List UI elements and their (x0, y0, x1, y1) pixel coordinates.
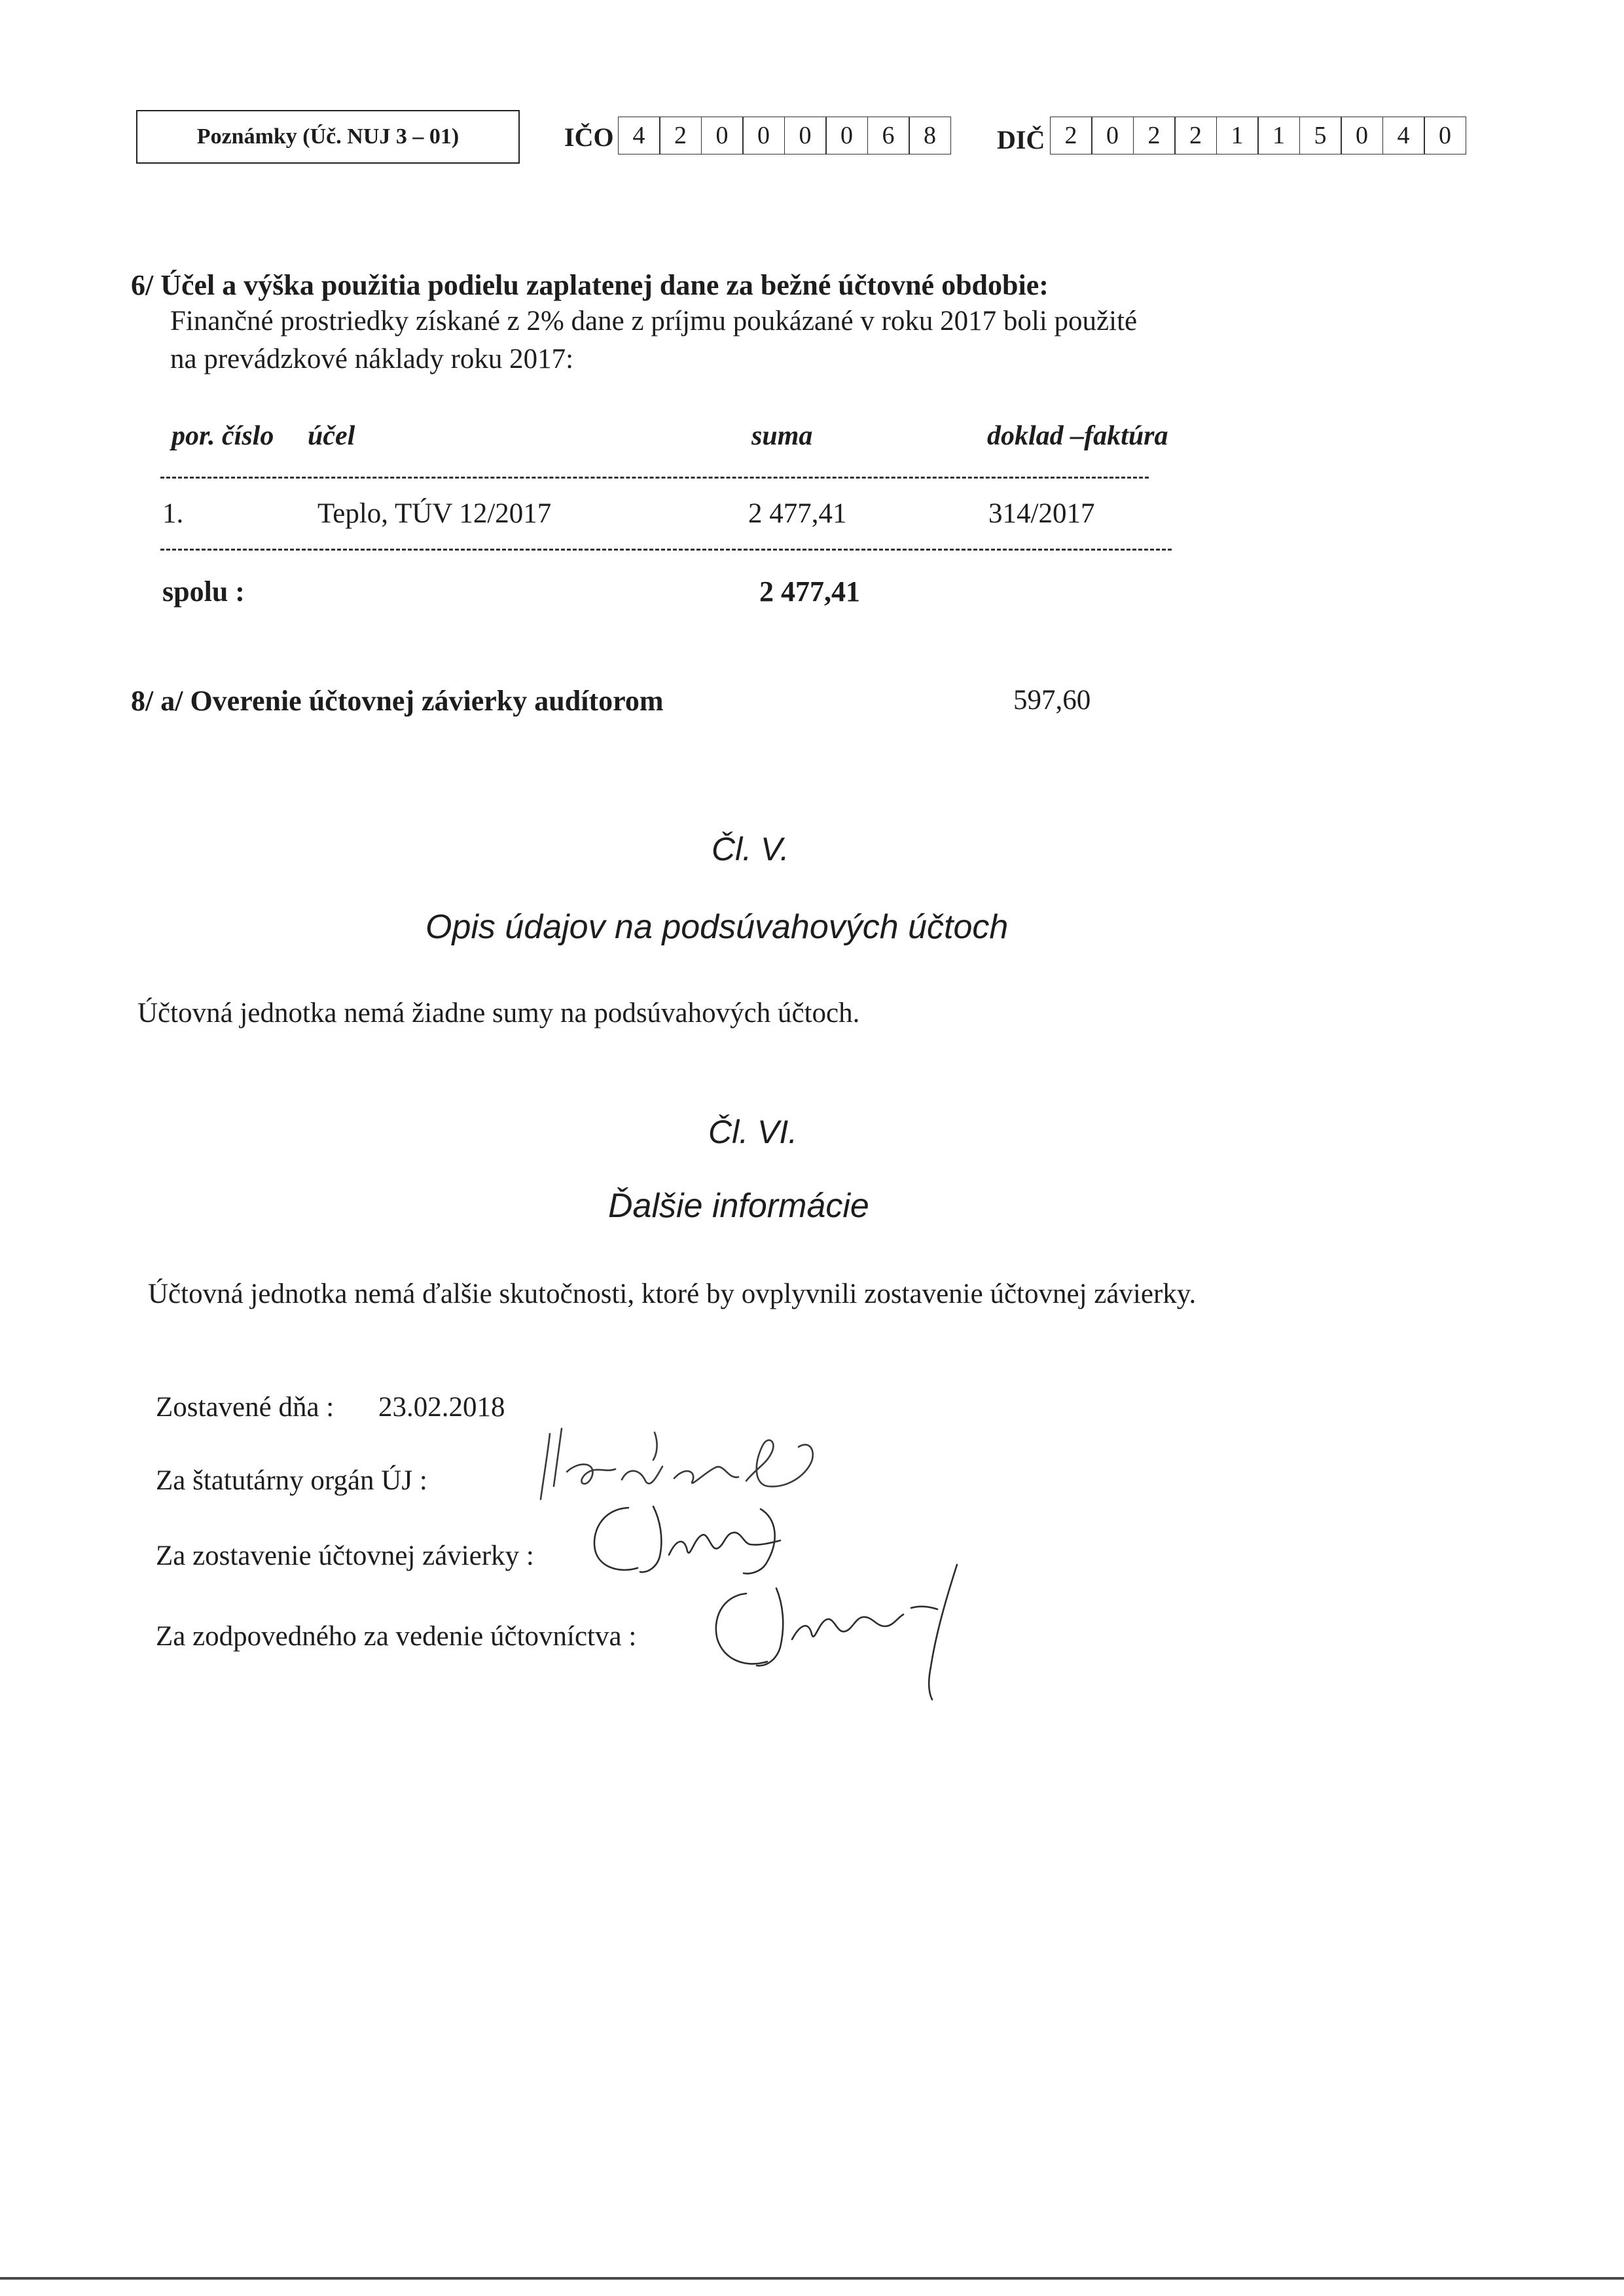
section-8a-label: 8/ a/ Overenie účtovnej závierky audítorom (131, 685, 664, 717)
prepared-by-label: Za zostavenie účtovnej závierky : (156, 1540, 534, 1571)
total-label: spolu : (162, 575, 245, 608)
dic-digit: 0 (1091, 117, 1134, 155)
ico-digit: 0 (784, 117, 827, 155)
article-6-number: Čl. VI. (708, 1114, 798, 1150)
ico-label: IČO (564, 122, 614, 152)
dic-digit: 2 (1133, 117, 1176, 155)
column-header-document: doklad –faktúra (987, 421, 1168, 451)
row-purpose: Teplo, TÚV 12/2017 (317, 498, 552, 529)
article-5-text: Účtovná jednotka nemá žiadne sumy na podsúvahových účtoch. (137, 998, 860, 1029)
dic-digit: 5 (1299, 117, 1342, 155)
article-6-title: Ďalšie informácie (608, 1187, 869, 1225)
row-number: 1. (162, 498, 184, 529)
scan-edge-line (0, 2277, 1624, 2280)
table-divider (160, 549, 1172, 551)
article-5-number: Čl. V. (712, 831, 789, 867)
row-document: 314/2017 (988, 498, 1095, 529)
total-value: 2 477,41 (759, 575, 860, 608)
dic-digit: 2 (1174, 117, 1217, 155)
ico-digit: 6 (867, 117, 910, 155)
date-value: 23.02.2018 (378, 1392, 505, 1423)
section-6-text-line-2: na prevádzkové náklady roku 2017: (170, 344, 574, 374)
table-divider (160, 477, 1149, 479)
column-header-purpose: účel (308, 421, 355, 451)
section-6-heading: 6/ Účel a výška použitia podielu zaplatenej dane za bežné účtovné obdobie: (131, 269, 1049, 301)
section-6-text-line-1: Finančné prostriedky získané z 2% dane z príjmu poukázané v roku 2017 boli použité (170, 306, 1138, 337)
date-label: Zostavené dňa : (156, 1392, 334, 1423)
dic-digit: 0 (1424, 117, 1466, 155)
statutory-label: Za štatutárny orgán ÚJ : (156, 1465, 427, 1496)
dic-digit: 4 (1382, 117, 1425, 155)
ico-digit: 2 (659, 117, 702, 155)
column-header-amount: suma (751, 421, 813, 451)
dic-digit: 1 (1216, 117, 1259, 155)
responsible-signature (707, 1552, 982, 1709)
ico-digit: 0 (825, 117, 868, 155)
dic-digit-boxes (1051, 117, 1466, 155)
ico-digit: 0 (742, 117, 785, 155)
article-6-text: Účtovná jednotka nemá ďalšie skutočnosti, ktoré by ovplyvnili zostavenie účtovnej závierky. (148, 1279, 1197, 1309)
column-header-number: por. číslo (171, 421, 274, 451)
row-amount: 2 477,41 (748, 498, 847, 529)
ico-digit: 0 (701, 117, 744, 155)
dic-digit: 1 (1257, 117, 1300, 155)
article-5-title: Opis údajov na podsúvahových účtoch (425, 908, 1009, 946)
ico-digit: 8 (909, 117, 951, 155)
responsible-label: Za zodpovedného za vedenie účtovníctva : (156, 1621, 637, 1652)
dic-label: DIČ (997, 125, 1045, 155)
ico-digit: 4 (618, 117, 660, 155)
notes-form-label: Poznámky (Úč. NUJ 3 – 01) (136, 110, 520, 164)
ico-digit-boxes (619, 117, 951, 155)
dic-digit: 2 (1050, 117, 1092, 155)
dic-digit: 0 (1341, 117, 1383, 155)
section-8a-value: 597,60 (1013, 685, 1091, 716)
